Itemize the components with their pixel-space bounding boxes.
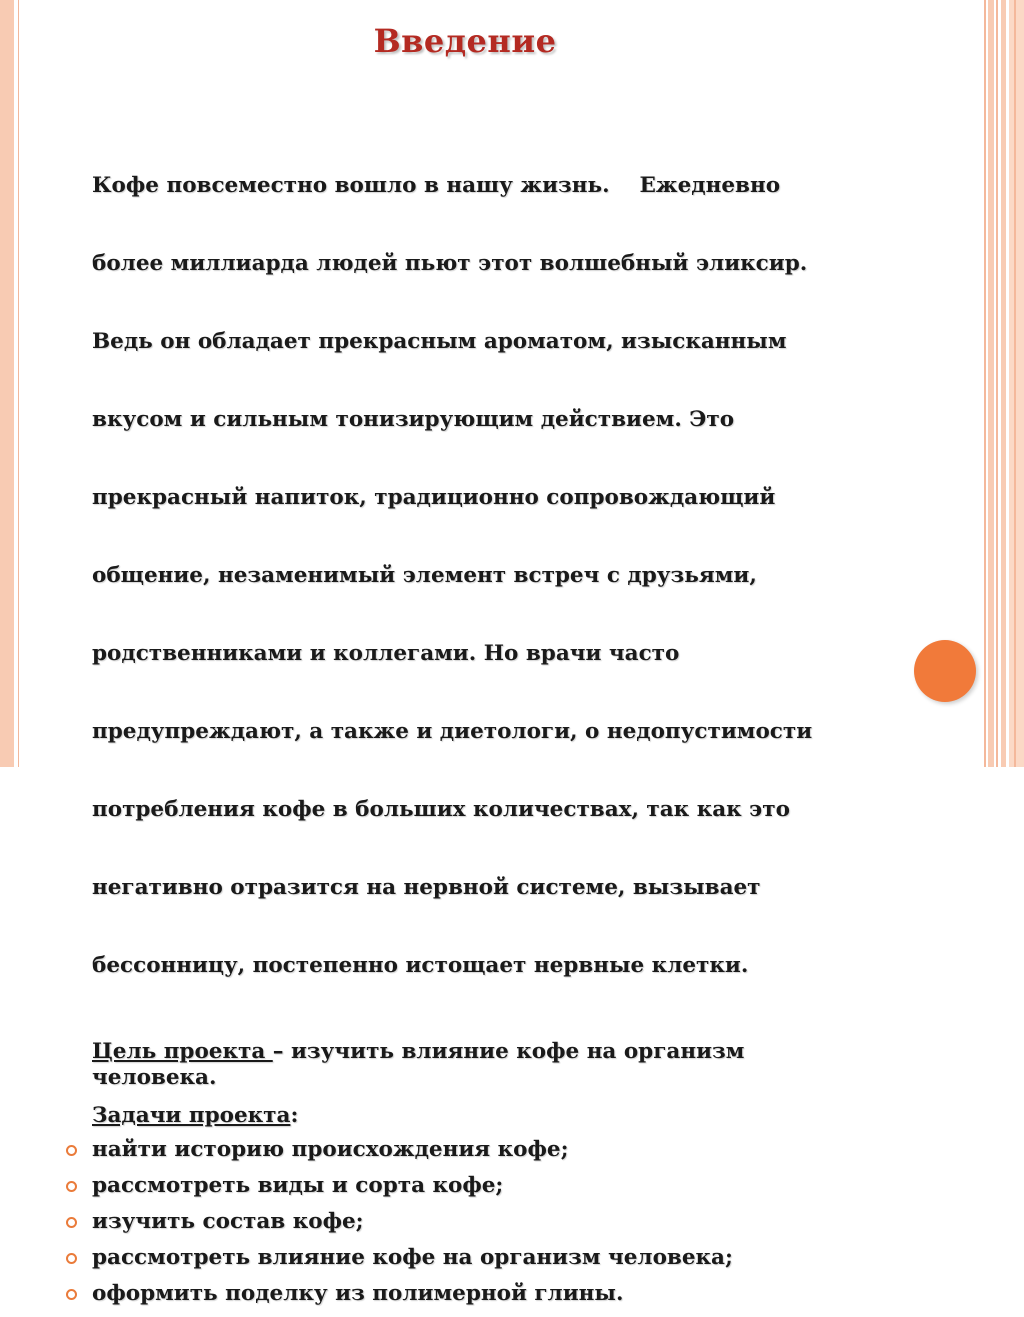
list-item [92, 1281, 922, 1307]
intro-line: Кофе повсеместно вошло в нашу жизнь. Ежедневно [92, 173, 781, 198]
tasks-label: Задачи проекта [92, 1103, 291, 1128]
intro-line: потребления кофе в больших количествах, так как это [92, 797, 790, 822]
intro-line: негативно отразится на нервной системе, вызывает [92, 875, 761, 900]
intro-line: предупреждают, а также и диетологи, о недопустимости [92, 719, 813, 744]
list-item [92, 1137, 922, 1163]
ring-bullet-icon [66, 1145, 77, 1156]
list-item [92, 1173, 922, 1199]
ring-bullet-icon [66, 1289, 77, 1300]
goal-label: Цель проекта [92, 1039, 273, 1064]
tasks-heading [92, 1103, 922, 1129]
list-item [92, 1209, 922, 1235]
right-stripe [996, 0, 998, 767]
left-frame-line [18, 0, 19, 767]
task-text: найти историю происхождения кофе; [92, 1137, 569, 1162]
ring-bullet-icon [66, 1217, 77, 1228]
right-stripe [1009, 0, 1024, 767]
task-text: оформить поделку из полимерной глины. [92, 1281, 624, 1306]
list-item [92, 1245, 922, 1271]
tasks-list [92, 1137, 922, 1307]
tasks-colon: : [290, 1103, 299, 1128]
intro-line: Ведь он обладает прекрасным ароматом, изысканным [92, 329, 787, 354]
goal-text-continued: человека. [92, 1065, 217, 1090]
slide-body [92, 121, 922, 1317]
left-frame-border [0, 0, 14, 767]
project-goal [92, 1039, 922, 1091]
intro-line: прекрасный напиток, традиционно сопровождающий [92, 485, 776, 510]
right-stripe [984, 0, 986, 767]
task-text: изучить состав кофе; [92, 1209, 364, 1234]
intro-line: общение, незаменимый элемент встреч с друзьями, [92, 563, 757, 588]
ring-bullet-icon [66, 1253, 77, 1264]
goal-text: – изучить влияние кофе на организм [272, 1039, 745, 1064]
right-stripe [1001, 0, 1006, 767]
intro-line: более миллиарда людей пьют этот волшебный эликсир. [92, 251, 808, 276]
task-text: рассмотреть влияние кофе на организм человека; [92, 1245, 733, 1270]
orange-circle-decoration [914, 640, 976, 702]
task-text: рассмотреть виды и сорта кофе; [92, 1173, 504, 1198]
ring-bullet-icon [66, 1181, 77, 1192]
intro-line: вкусом и сильным тонизирующим действием. Это [92, 407, 735, 432]
intro-line: родственниками и коллегами. Но врачи часто [92, 641, 680, 666]
intro-line: бессонницу, постепенно истощает нервные клетки. [92, 953, 749, 978]
intro-paragraph [92, 121, 922, 1031]
right-stripe [1014, 0, 1016, 767]
slide-title: Введение [373, 22, 557, 60]
right-stripe [988, 0, 994, 767]
